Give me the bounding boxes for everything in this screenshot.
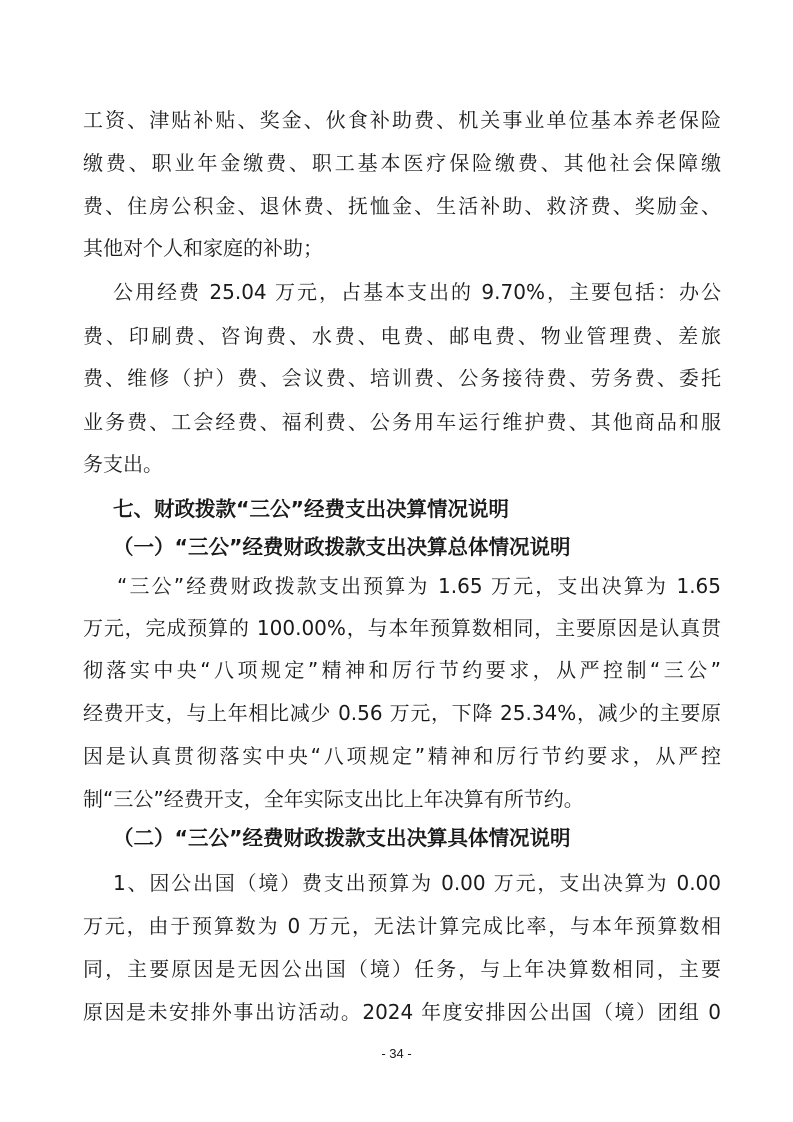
text-line: “三公”经费财政拨款支出预算为 1.65 万元，支出决算为 1.65 <box>117 574 721 598</box>
text-line: 彻落实中央“八项规定”精神和厉行节约要求，从严控制“三公” <box>83 658 721 682</box>
text-line: 务支出。 <box>83 452 163 476</box>
text-line: 费、住房公积金、退休费、抚恤金、生活补助、救济费、奖励金、 <box>83 194 721 218</box>
text-line: 万元，完成预算的 100.00%，与本年预算数相同，主要原因是认真贯 <box>83 616 721 640</box>
subsection-heading: （一）“三公”经费财政拨款支出决算总体情况说明 <box>113 535 571 559</box>
subsection-heading: （二）“三公”经费财政拨款支出决算具体情况说明 <box>113 826 571 850</box>
text-line: 原因是未安排外事出访活动。2024 年度安排因公出国（境）团组 0 <box>83 1000 721 1024</box>
text-line: 费、印刷费、咨询费、水费、电费、邮电费、物业管理费、差旅 <box>83 324 721 348</box>
text-line: 缴费、职业年金缴费、职工基本医疗保险缴费、其他社会保障缴 <box>83 151 721 175</box>
text-line: 其他对个人和家庭的补助； <box>83 236 323 260</box>
text-line: 经费开支，与上年相比减少 0.56 万元，下降 25.34%，减少的主要原 <box>83 701 721 725</box>
text-line: 费、维修（护）费、会议费、培训费、公务接待费、劳务费、委托 <box>83 366 721 390</box>
text-line: 同，主要原因是无因公出国（境）任务，与上年决算数相同，主要 <box>83 957 721 981</box>
text-line: 1、因公出国（境）费支出预算为 0.00 万元，支出决算为 0.00 <box>113 871 721 895</box>
page-number: - 34 - <box>381 1046 412 1061</box>
text-line: 制“三公”经费开支，全年实际支出比上年决算有所节约。 <box>83 787 584 811</box>
section-heading: 七、财政拨款“三公”经费支出决算情况说明 <box>113 497 509 521</box>
text-line: 业务费、工会经费、福利费、公务用车运行维护费、其他商品和服 <box>83 410 721 434</box>
text-line: 因是认真贯彻落实中央“八项规定”精神和厉行节约要求，从严控 <box>83 744 721 768</box>
text-line: 万元，由于预算数为 0 万元，无法计算完成比率，与本年预算数相 <box>83 914 721 938</box>
text-line: 工资、津贴补贴、奖金、伙食补助费、机关事业单位基本养老保险 <box>83 108 721 132</box>
text-line: 公用经费 25.04 万元，占基本支出的 9.70%，主要包括：办公 <box>113 280 721 304</box>
